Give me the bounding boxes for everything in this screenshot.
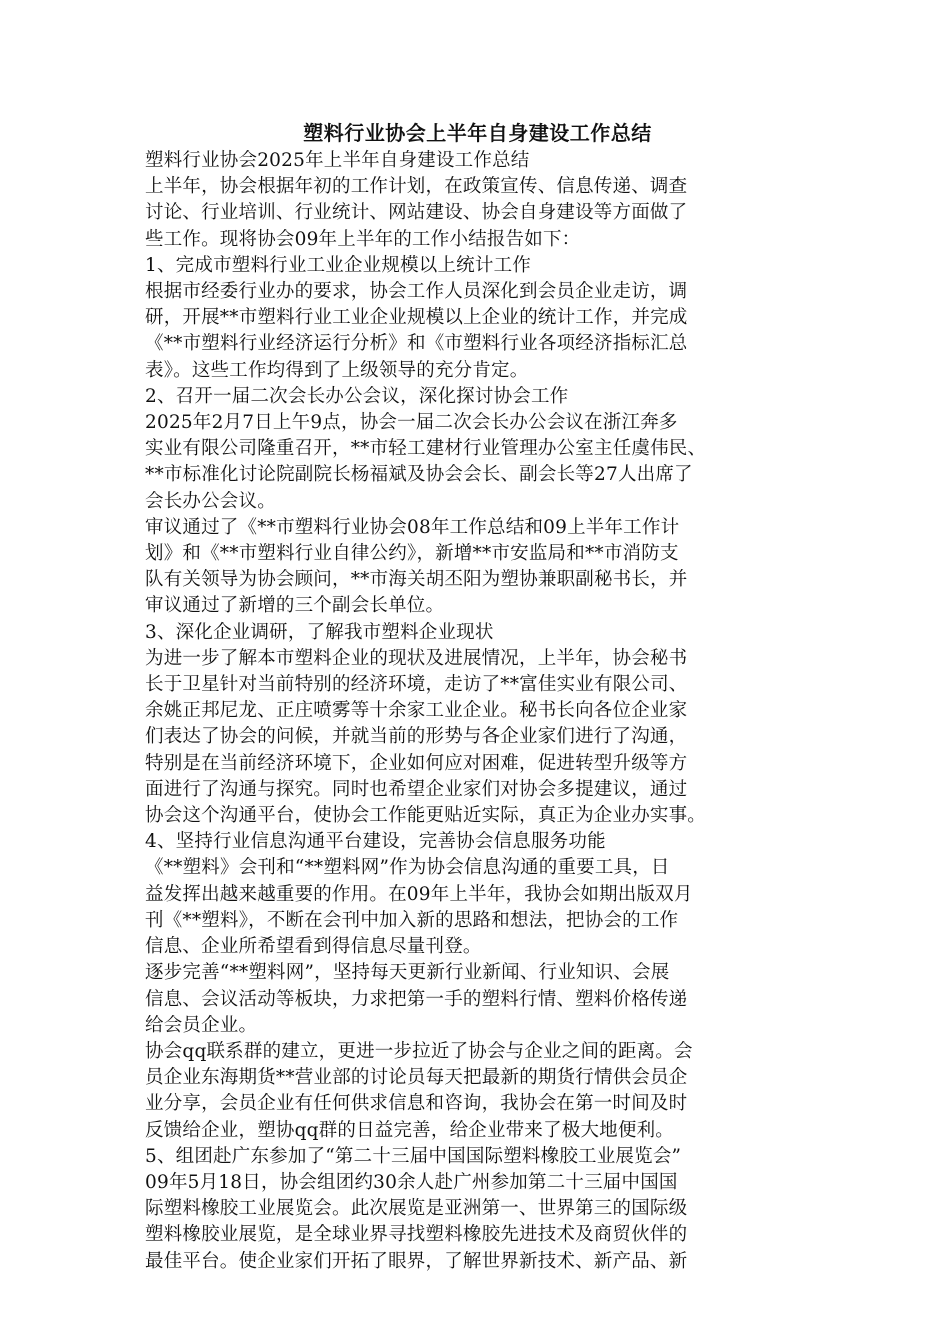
document-title: 塑料行业协会上半年自身建设工作总结 <box>303 121 652 145</box>
body-line: 们表达了协会的问候，并就当前的形势与各企业家们进行了沟通， <box>145 726 688 748</box>
body-line: 3、深化企业调研，了解我市塑料企业现状 <box>145 621 494 643</box>
body-line: 实业有限公司隆重召开，**市轻工建材行业管理办公室主任虞伟民、 <box>145 438 707 460</box>
body-line: 刊《**塑料》，不断在会刊中加入新的思路和想法，把协会的工作 <box>145 909 679 931</box>
body-line: 益发挥出越来越重要的作用。在09年上半年，我协会如期出版双月 <box>145 883 693 905</box>
body-line: 表》。这些工作均得到了上级领导的充分肯定。 <box>145 359 529 381</box>
body-line: 最佳平台。使企业家们开拓了眼界，了解世界新技术、新产品、新 <box>145 1250 688 1272</box>
body-line: 09年5月18日，协会组团约30余人赴广州参加第二十三届中国国 <box>145 1171 678 1193</box>
body-line: 信息、会议活动等板块，力求把第一手的塑料行情、塑料价格传递 <box>145 988 688 1010</box>
body-line: 4、坚持行业信息沟通平台建设，完善协会信息服务功能 <box>145 831 606 853</box>
body-line: 给会员企业。 <box>145 1014 258 1036</box>
body-line: 协会这个沟通平台，使协会工作能更贴近实际，真正为企业办实事。 <box>145 805 707 827</box>
document-page <box>145 120 810 1275</box>
body-line: 员企业东海期货**营业部的讨论员每天把最新的期货行情供会员企 <box>145 1067 688 1089</box>
body-line: 根据市经委行业办的要求，协会工作人员深化到会员企业走访，调 <box>145 281 688 303</box>
body-line: 划》和《**市塑料行业自律公约》，新增**市安监局和**市消防支 <box>145 543 679 565</box>
body-line: **市标准化讨论院副院长杨福斌及协会会长、副会长等27人出席了 <box>145 464 693 486</box>
body-line: 会长办公会议。 <box>145 490 276 512</box>
body-line: 审议通过了新增的三个副会长单位。 <box>145 595 445 617</box>
body-line: 面进行了沟通与探究。同时也希望企业家们对协会多提建议，通过 <box>145 778 688 800</box>
body-line: 反馈给企业，塑协qq群的日益完善，给企业带来了极大地便利。 <box>145 1119 674 1141</box>
body-line: 塑料橡胶业展览，是全球业界寻找塑料橡胶先进技术及商贸伙伴的 <box>145 1224 688 1246</box>
body-line: 长于卫星针对当前特别的经济环境，走访了**富佳实业有限公司、 <box>145 674 688 696</box>
body-line: 5、组团赴广东参加了“第二十三届中国国际塑料橡胶工业展览会” <box>145 1145 682 1167</box>
body-line: 信息、企业所希望看到得信息尽量刊登。 <box>145 936 482 958</box>
body-line: 为进一步了解本市塑料企业的现状及进展情况，上半年，协会秘书 <box>145 647 688 669</box>
body-line: 些工作。现将协会09年上半年的工作小结报告如下： <box>145 228 581 250</box>
body-line: 际塑料橡胶工业展览会。此次展览是亚洲第一、世界第三的国际级 <box>145 1198 688 1220</box>
body-line: 2、召开一届二次会长办公会议，深化探讨协会工作 <box>145 385 569 407</box>
body-line: 特别是在当前经济环境下，企业如何应对困难，促进转型升级等方 <box>145 752 688 774</box>
body-line: 业分享，会员企业有任何供求信息和咨询，我协会在第一时间及时 <box>145 1093 688 1115</box>
document-body <box>145 148 810 1275</box>
body-line: 研，开展**市塑料行业工业企业规模以上企业的统计工作，并完成 <box>145 307 688 329</box>
body-line: 协会qq联系群的建立，更进一步拉近了协会与企业之间的距离。会 <box>145 1040 693 1062</box>
body-line: 余姚正邦尼龙、正庄喷雾等十余家工业企业。秘书长向各位企业家 <box>145 700 688 722</box>
body-line: 逐步完善“**塑料网”，坚持每天更新行业新闻、行业知识、会展 <box>145 962 670 984</box>
body-line: 2025年2月7日上午9点，协会一届二次会长办公会议在浙江奔多 <box>145 412 678 434</box>
body-line: 《**塑料》会刊和“**塑料网”作为协会信息沟通的重要工具，日 <box>145 857 670 879</box>
body-line: 上半年，协会根据年初的工作计划，在政策宣传、信息传递、调查 <box>145 176 688 198</box>
body-line: 审议通过了《**市塑料行业协会08年工作总结和09上半年工作计 <box>145 516 680 538</box>
body-line: 1、完成市塑料行业工业企业规模以上统计工作 <box>145 254 531 276</box>
body-line: 队有关领导为协会顾问，**市海关胡丕阳为塑协兼职副秘书长，并 <box>145 569 688 591</box>
body-line: 塑料行业协会2025年上半年自身建设工作总结 <box>145 150 530 171</box>
body-line: 讨论、行业培训、行业统计、网站建设、协会自身建设等方面做了 <box>145 202 688 224</box>
body-line: 《**市塑料行业经济运行分析》和《市塑料行业各项经济指标汇总 <box>145 333 688 355</box>
